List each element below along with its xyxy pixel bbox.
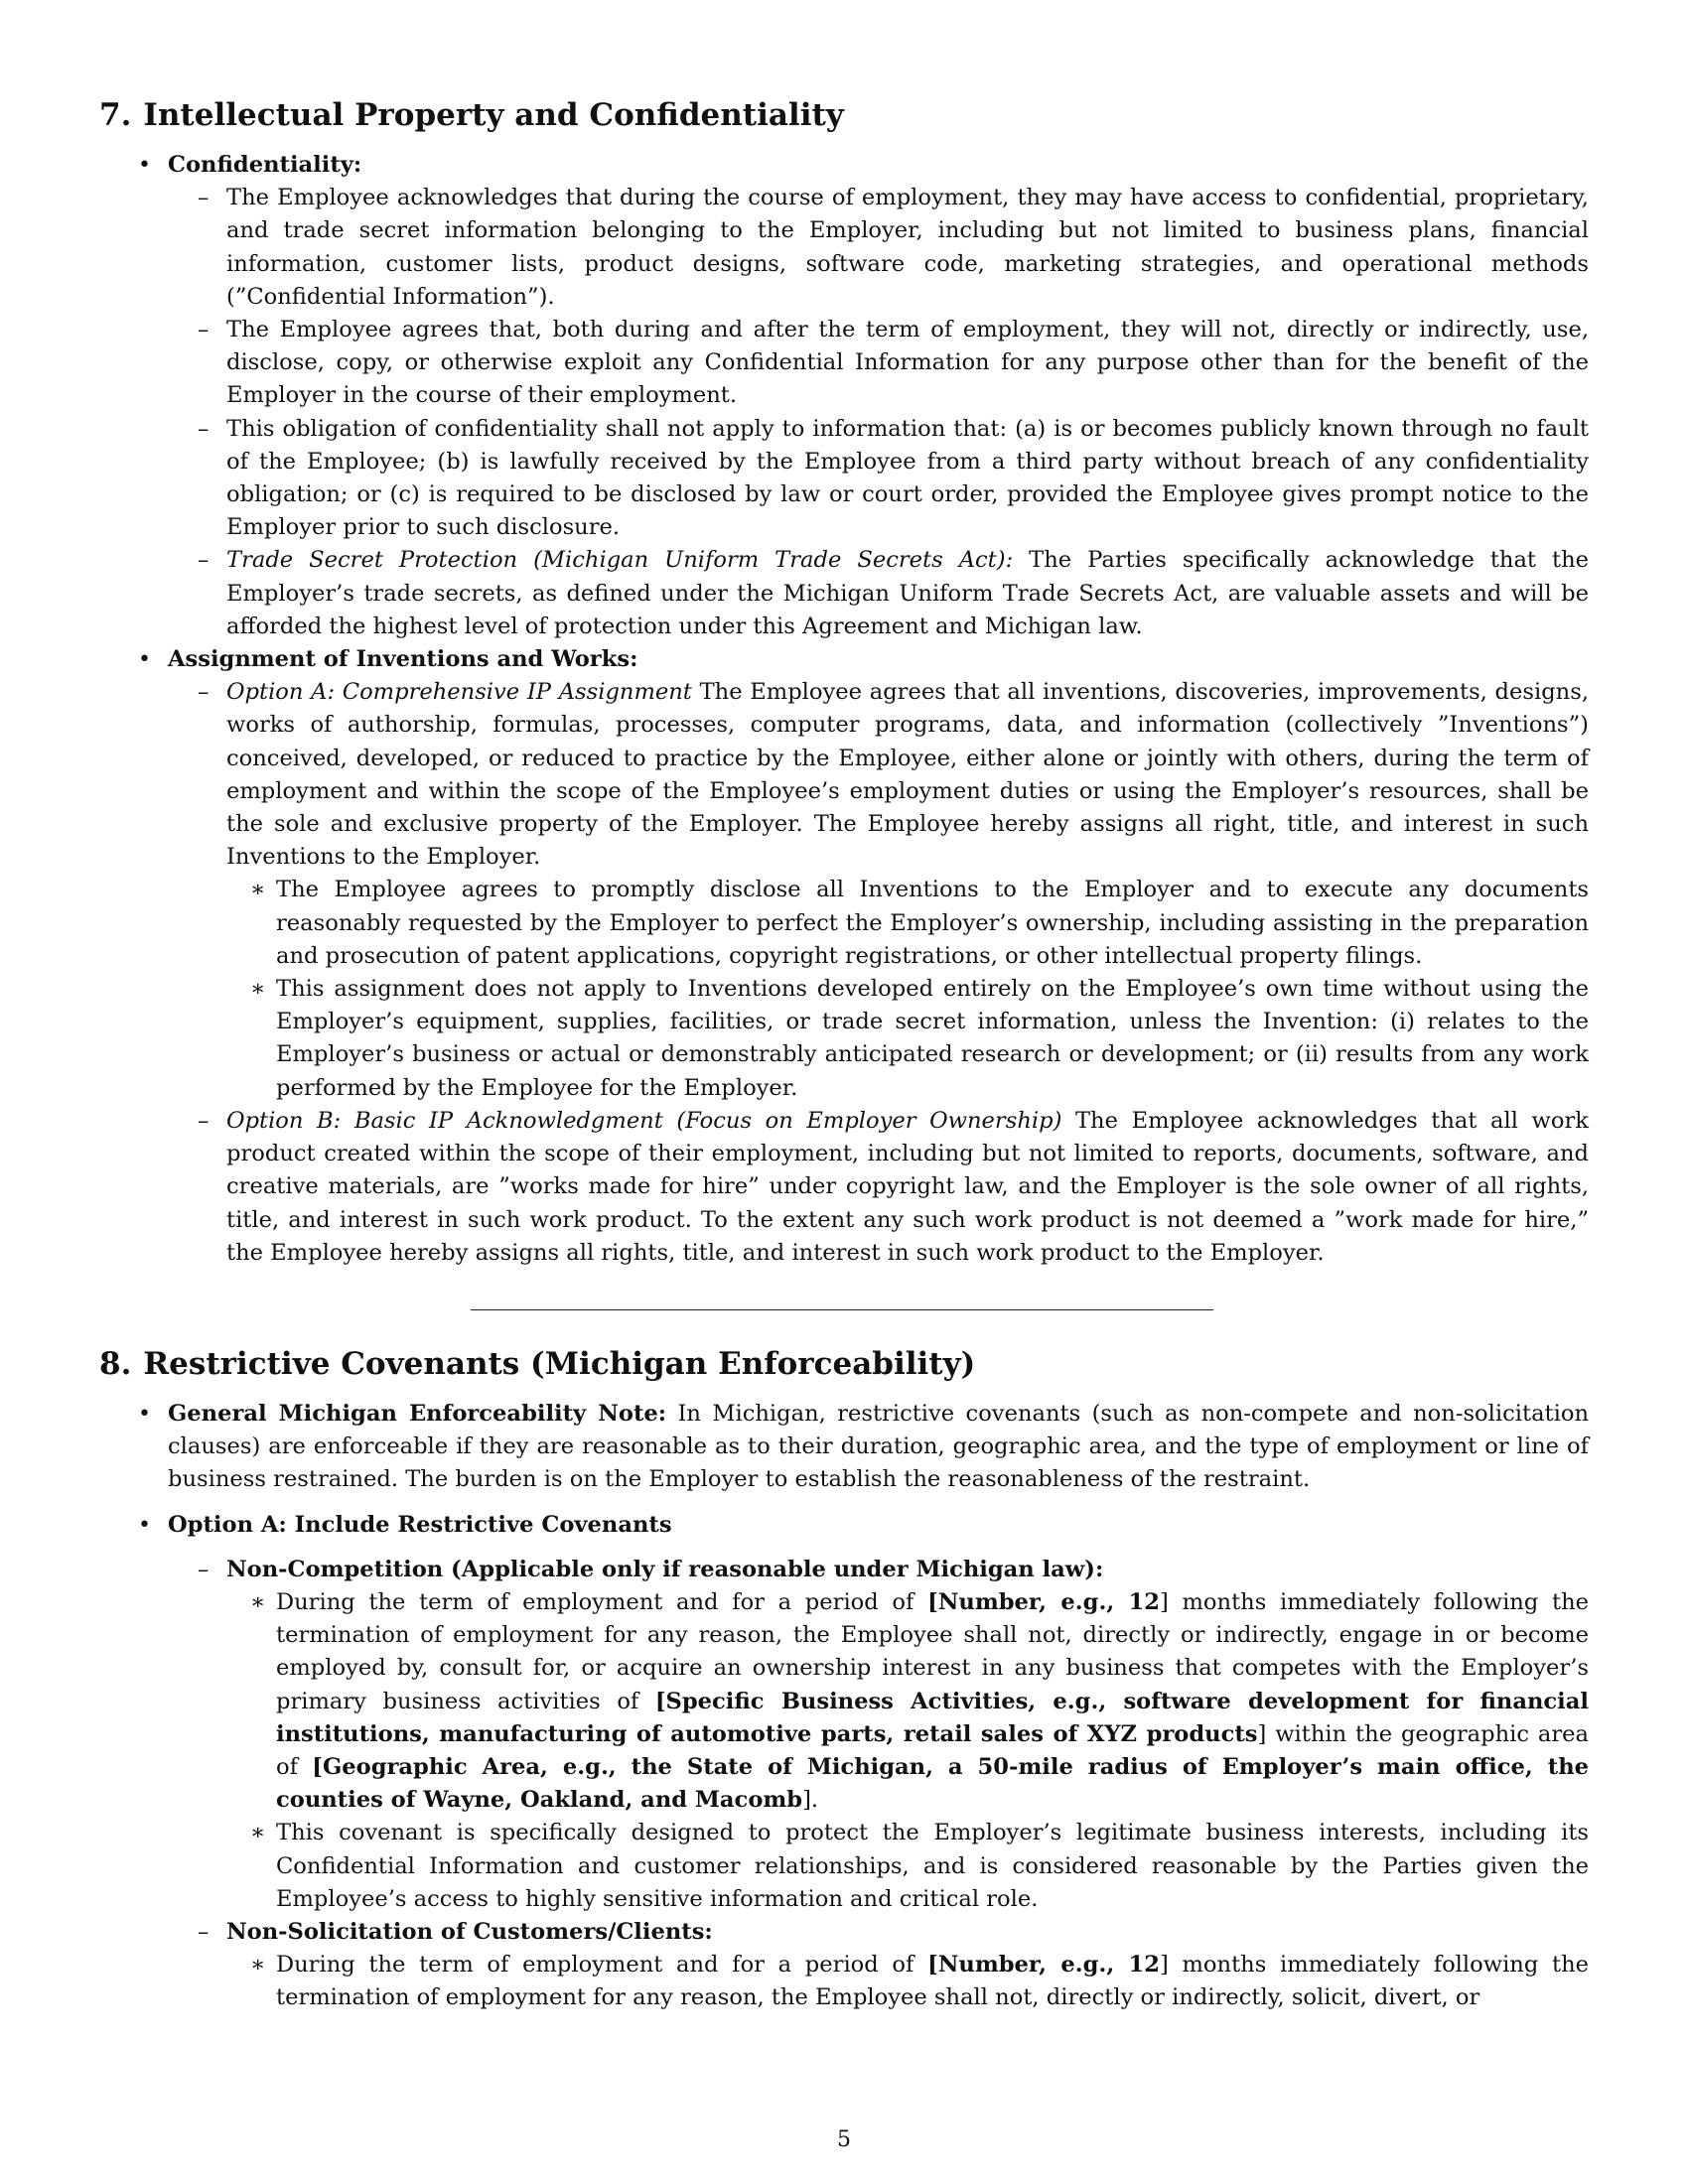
trade-secret-label: Trade Secret Protection (Michigan Uniform Trade Secrets Act):	[226, 547, 1014, 574]
enforceability-note	[99, 1398, 1589, 1497]
section-7-list	[99, 149, 1589, 1270]
section-divider	[471, 1309, 1213, 1310]
section-7-number: 7.	[99, 97, 132, 133]
section-7-heading	[99, 95, 1589, 135]
non-solicit-item	[168, 1916, 1589, 2015]
clause-text: ] months immediately following the termination of employment for any reason, the Employee shall not, directly or indirectly, solicit, divert, or	[276, 1952, 1589, 2011]
restrictive-option-a-heading: Option A: Include Restrictive Covenants	[168, 1511, 672, 1538]
option-a-text: The Employee agrees that all inventions, discoveries, improvements, designs, works of authorship, formulas, processes, computer programs, data, and information (collectively ”Inventions”) conceived, developed, or reduced to practice by the Employee, either alone or jointly with others, during the term of employment and within the scope of the Employee’s employment duties or using the Employer’s resources, shall be the sole and exclusive property of the Employer. The Employee hereby assigns all right, title, and interest in such Inventions to the Employer.	[226, 679, 1589, 871]
clause-text: ].	[802, 1787, 819, 1814]
section-8-list	[99, 1398, 1589, 2015]
non-solicit-heading: Non-Solicitation of Customers/Clients:	[226, 1918, 713, 1945]
non-solicit-clause	[226, 1949, 1589, 2014]
section-7-title: Intellectual Property and Confidentiality	[143, 97, 844, 133]
option-b-label: Option B: Basic IP Acknowledgment (Focus on Employer Ownership)	[226, 1107, 1062, 1134]
trade-secret-clause	[168, 544, 1589, 643]
assignment-heading: Assignment of Inventions and Works:	[168, 646, 638, 673]
section-8-title: Restrictive Covenants (Michigan Enforceability)	[143, 1345, 976, 1382]
confidentiality-clause: – The Employee acknowledges that during the course of employment, they may have access to confidential, proprietary, and trade secret information belonging to the Employer, including but not limited to business plans, financial information, customer lists, product designs, software code, marketing strategies, and operational methods (”Confidential Information”).	[168, 182, 1589, 314]
non-compete-heading: Non-Competition (Applicable only if reasonable under Michigan law):	[226, 1556, 1104, 1582]
confidentiality-heading: Confidentiality:	[168, 152, 362, 178]
clause-text: ] months immediately following the termination of employment for any reason, the Employee shall not, directly or indirectly, engage in or become employed by, consult for, or acquire an ownership interest in any business that competes with the Employer’s primary business activities of	[276, 1588, 1589, 1714]
assignment-item	[99, 643, 1589, 1270]
section-8-number: 8.	[99, 1345, 132, 1382]
confidentiality-item	[99, 149, 1589, 643]
assignment-sublist	[168, 676, 1589, 1270]
page-number: 5	[837, 2127, 851, 2152]
option-a-subclause: ∗ The Employee agrees to promptly disclose all Inventions to the Employer and to execute any documents reasonably requested by the Employer to perfect the Employer’s ownership, including assisting in the preparation and prosecution of patent applications, copyright registrations, or other intellectual property filings.	[226, 874, 1589, 973]
confidentiality-clause: – This obligation of confidentiality shall not apply to information that: (a) is or becomes publicly known through no fault of the Employee; (b) is lawfully received by the Employee from a third party without breach of any confidentiality obligation; or (c) is required to be disclosed by law or court order, provided the Employee gives prompt notice to the Employer prior to such disclosure.	[168, 413, 1589, 545]
restrictive-option-a-sublist	[168, 1554, 1589, 2015]
confidentiality-sublist	[168, 182, 1589, 643]
non-solicit-sublist	[226, 1949, 1589, 2014]
placeholder-number: [Number, e.g., 12	[927, 1588, 1160, 1615]
non-compete-item	[168, 1554, 1589, 1916]
confidentiality-clause: – The Employee agrees that, both during and after the term of employment, they will not, directly or indirectly, use, disclose, copy, or otherwise exploit any Confidential Information for any purpose other than for the benefit of the Employer in the course of their employment.	[168, 314, 1589, 413]
non-compete-clause	[226, 1586, 1589, 1817]
clause-text: ] within the geographic area of	[276, 1720, 1589, 1780]
placeholder-number: [Number, e.g., 12	[927, 1952, 1160, 1979]
placeholder-business-activities: [Specific Business Activities, e.g., software development for financial institutions, manufacturing of automotive parts, retail sales of XYZ products	[276, 1688, 1589, 1747]
clause-text: During the term of employment and for a period of	[276, 1588, 928, 1615]
option-a-label: Option A: Comprehensive IP Assignment	[226, 679, 692, 706]
non-compete-sublist	[226, 1586, 1589, 1916]
document-page	[99, 81, 1589, 2015]
option-a-sublist	[226, 874, 1589, 1104]
option-b-text: The Employee acknowledges that all work product created within the scope of their employment, including but not limited to reports, documents, software, and creative materials, are ”works made for hire” under copyright law, and the Employer is the sole owner of all rights, title, and interest in such work product. To the extent any such work product is not deemed a ”work made for hire,” the Employee hereby assigns all rights, title, and interest in such work product to the Employer.	[226, 1107, 1589, 1266]
trade-secret-text: The Parties specifically acknowledge that the Employer’s trade secrets, as defined under the Michigan Uniform Trade Secrets Act, are valuable assets and will be afforded the highest level of protection under this Agreement and Michigan law.	[226, 547, 1589, 639]
option-b-clause	[168, 1105, 1589, 1270]
non-compete-clause: ∗ This covenant is specifically designed to protect the Employer’s legitimate business interests, including its Confidential Information and customer relationships, and is considered reasonable by the Parties given the Employee’s access to highly sensitive information and critical role.	[226, 1817, 1589, 1916]
section-8-heading	[99, 1344, 1589, 1384]
option-a-subclause: ∗ This assignment does not apply to Inventions developed entirely on the Employee’s own time without using the Employer’s equipment, supplies, facilities, or trade secret information, unless the Invention: (i) relates to the Employer’s business or actual or demonstrably anticipated research or development; or (ii) results from any work performed by the Employee for the Employer.	[226, 973, 1589, 1105]
option-a-clause	[168, 676, 1589, 1105]
enforceability-note-label: General Michigan Enforceability Note:	[168, 1400, 667, 1427]
enforceability-note-text: In Michigan, restrictive covenants (such as non-compete and non-solicitation clauses) are enforceable if they are reasonable as to their duration, geographic area, and the type of employment or line of business restrained. The burden is on the Employer to establish the reasonableness of the restraint.	[168, 1400, 1589, 1493]
clause-text: During the term of employment and for a period of	[276, 1952, 928, 1979]
restrictive-option-a	[99, 1509, 1589, 2015]
placeholder-geographic-area: [Geographic Area, e.g., the State of Michigan, a 50-mile radius of Employer’s main office, the counties of Wayne, Oakland, and Macomb	[276, 1753, 1589, 1814]
